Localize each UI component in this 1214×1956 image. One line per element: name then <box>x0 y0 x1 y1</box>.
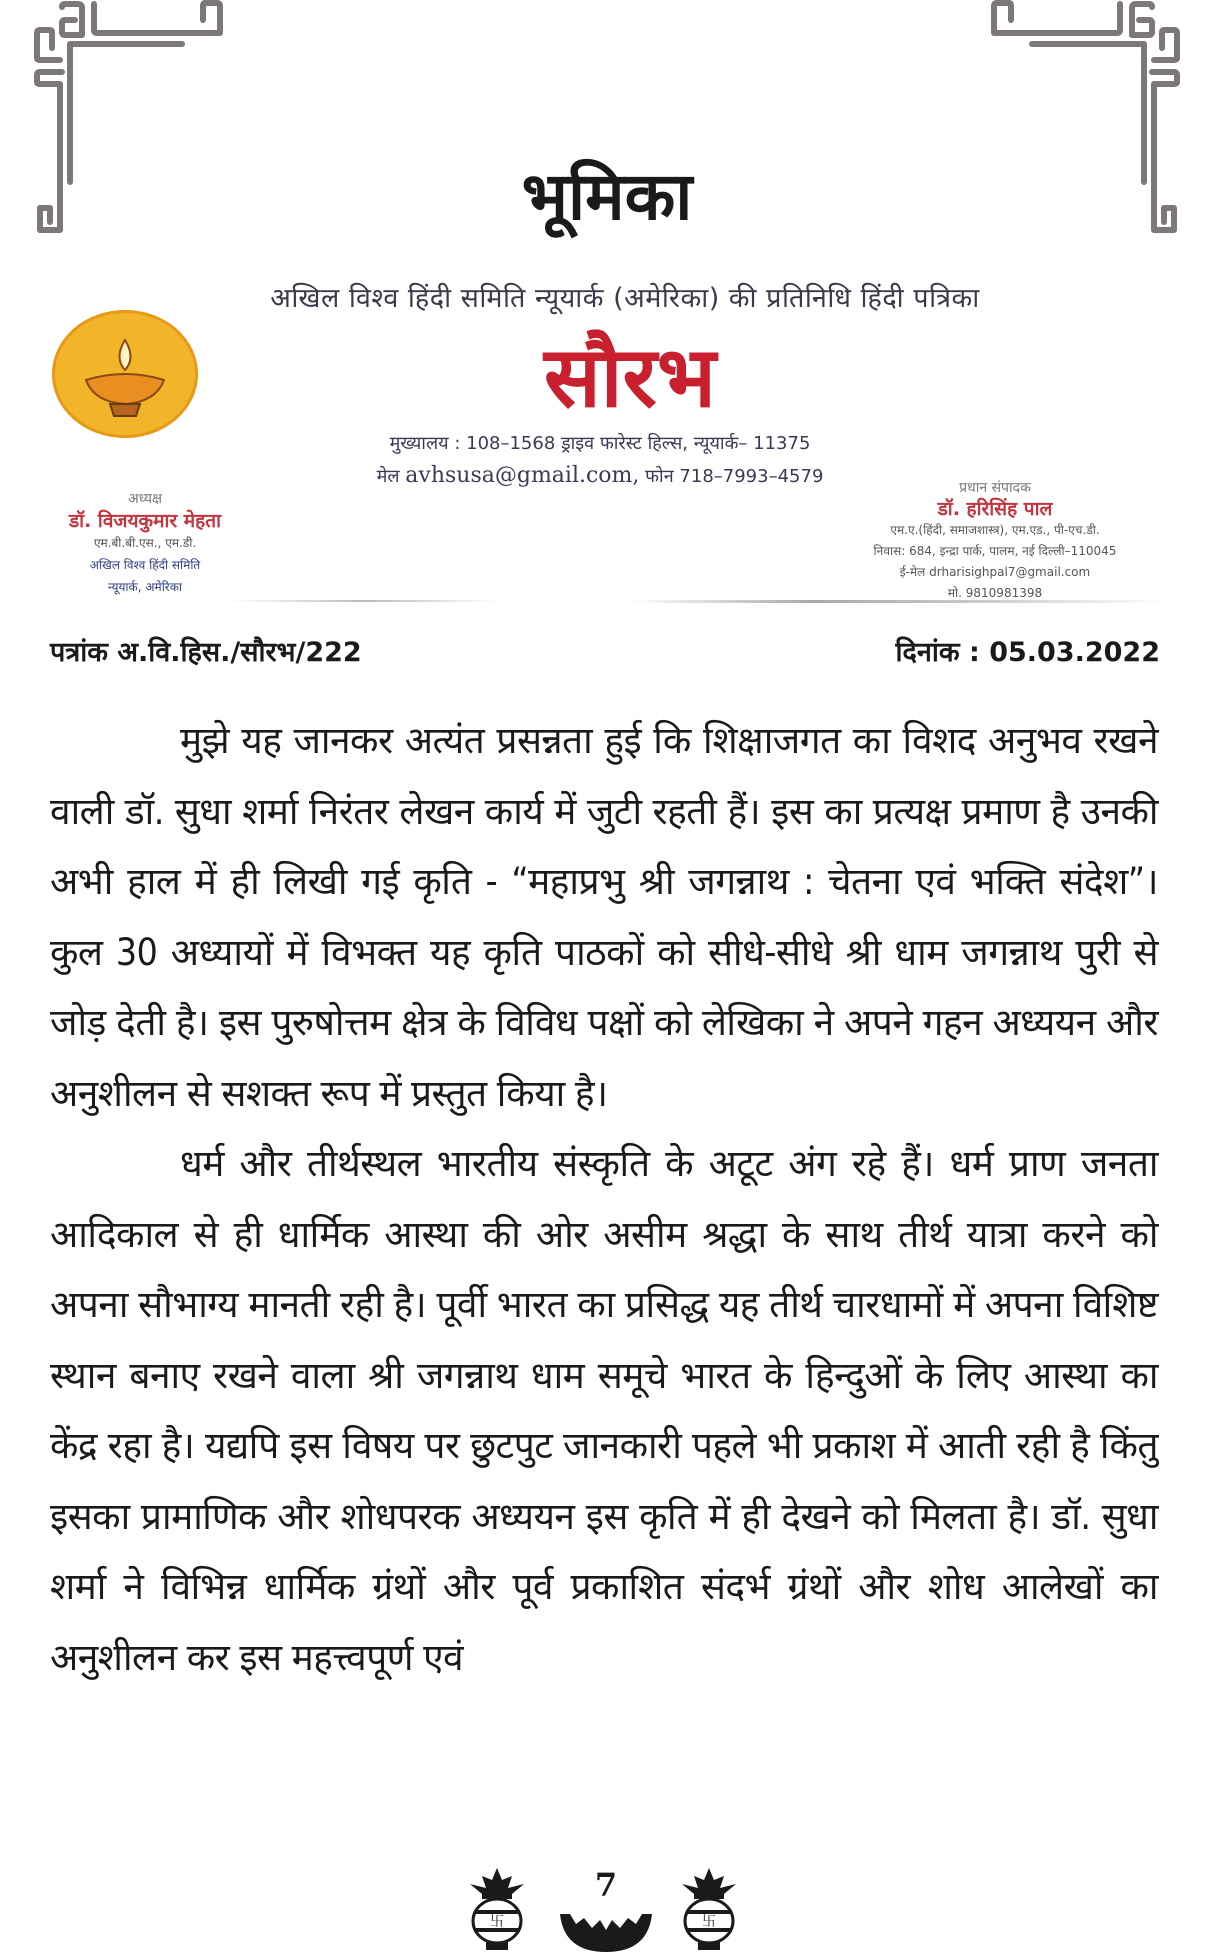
kalash-icon <box>464 1866 530 1952</box>
letterhead-divider-right <box>630 600 1170 603</box>
svg-text:卐: 卐 <box>490 1914 504 1930</box>
diya-logo-icon <box>52 310 198 438</box>
paragraph: मुझे यह जानकर अत्यंत प्रसन्नता हुई कि शिक्षाजगत का विशद अनुभव रखने वाली डॉ. सुधा शर्मा निरंतर लेखन कार्य में जुटी रहती हैं। इस का प्रत्यक्ष प्रमाण है उनकी अभी हाल में ही लिखी गई कृति - “महाप्रभु श्री जगन्नाथ : चेतना एवं भक्ति संदेश”। कुल 30 अध्यायों में विभक्त यह कृति पाठकों को सीधे-सीधे श्री धाम जगन्नाथ पुरी से जोड़ देती है। इस पुरुषोत्तम क्षेत्र के विविध पक्षों को लेखिका ने अपने गहन अध्ययन और अनुशीलन से सशक्त रूप में प्रस्तुत किया है। <box>50 719 1158 1115</box>
editor-mobile: मो. 9810981398 <box>947 586 1043 600</box>
body-text <box>50 706 1158 1693</box>
svg-text:卐: 卐 <box>702 1914 716 1930</box>
letterhead-tagline: अखिल विश्व हिंदी समिति न्यूयार्क (अमेरिका) की प्रतिनिधि हिंदी पत्रिका <box>270 283 980 314</box>
reference-row <box>50 632 1160 672</box>
president-org-line1: अखिल विश्व हिंदी समिति <box>89 558 201 572</box>
president-org-line2: न्यूयार्क, अमेरिका <box>107 580 183 594</box>
letterhead <box>0 270 1214 615</box>
letter-date: दिनांक : 05.03.2022 <box>895 637 1160 668</box>
phone-label: फोन <box>645 466 674 487</box>
contact-email: avhsusa@gmail.com, <box>405 463 640 488</box>
letter-number: पत्रांक अ.वि.हिस./सौरभ/222 <box>50 637 362 668</box>
president-block <box>40 488 250 598</box>
editor-email: ई-मेल drharisighpal7@gmail.com <box>899 565 1091 579</box>
page-title: भूमिका <box>521 157 693 236</box>
page-number-bowl-icon <box>560 1910 652 1954</box>
president-degrees: एम.बी.बी.एस., एम.डी. <box>93 536 197 550</box>
letterhead-divider-left <box>230 600 500 602</box>
chief-editor-block <box>810 478 1180 604</box>
editor-role: प्रधान संपादक <box>959 480 1031 496</box>
mail-label: मेल <box>376 466 400 487</box>
masthead-title: सौरभ <box>544 327 716 426</box>
page-number: 7 <box>594 1866 618 1904</box>
kalash-icon <box>676 1866 742 1952</box>
headquarters-address: मुख्यालय : 108–1568 ड्राइव फारेस्ट हिल्स, न्यूयार्क– 11375 <box>389 433 811 454</box>
page-footer <box>0 1860 1214 1956</box>
editor-name: डॉ. हरिसिंह पाल <box>937 498 1053 520</box>
paragraph: धर्म और तीर्थस्थल भारतीय संस्कृति के अटूट अंग रहे हैं। धर्म प्राण जनता आदिकाल से ही धार्मिक आस्था की ओर असीम श्रद्धा के साथ तीर्थ यात्रा करने को अपना सौभाग्य मानती रही है। पूर्वी भारत का प्रसिद्ध यह तीर्थ चारधामों में अपना विशिष्ट स्थान बनाए रखने वाला श्री जगन्नाथ धाम समूचे भारत के हिन्दुओं के लिए आस्था का केंद्र रहा है। यद्यपि इस विषय पर छुटपुट जानकारी पहले भी प्रकाश में आती रही है किंतु इसका प्रामाणिक और शोधपरक अध्ययन इस कृति में ही देखने को मिलता है। डॉ. सुधा शर्मा ने विभिन्न धार्मिक ग्रंथों और पूर्व प्रकाशित संदर्भ ग्रंथों और शोध आलेखों का अनुशीलन कर इस महत्त्वपूर्ण एवं <box>50 1142 1158 1679</box>
editor-residence: निवास: 684, इन्द्रा पार्क, पालम, नई दिल्ली–110045 <box>873 544 1117 558</box>
editor-degrees: एम.ए.(हिंदी, समाजशास्त्र), एम.एड., पी-एच.डी. <box>890 523 1100 537</box>
contact-phone: 718–7993–4579 <box>679 466 824 487</box>
president-role: अध्यक्ष <box>127 491 163 507</box>
president-name: डॉ. विजयकुमार मेहता <box>69 510 221 532</box>
